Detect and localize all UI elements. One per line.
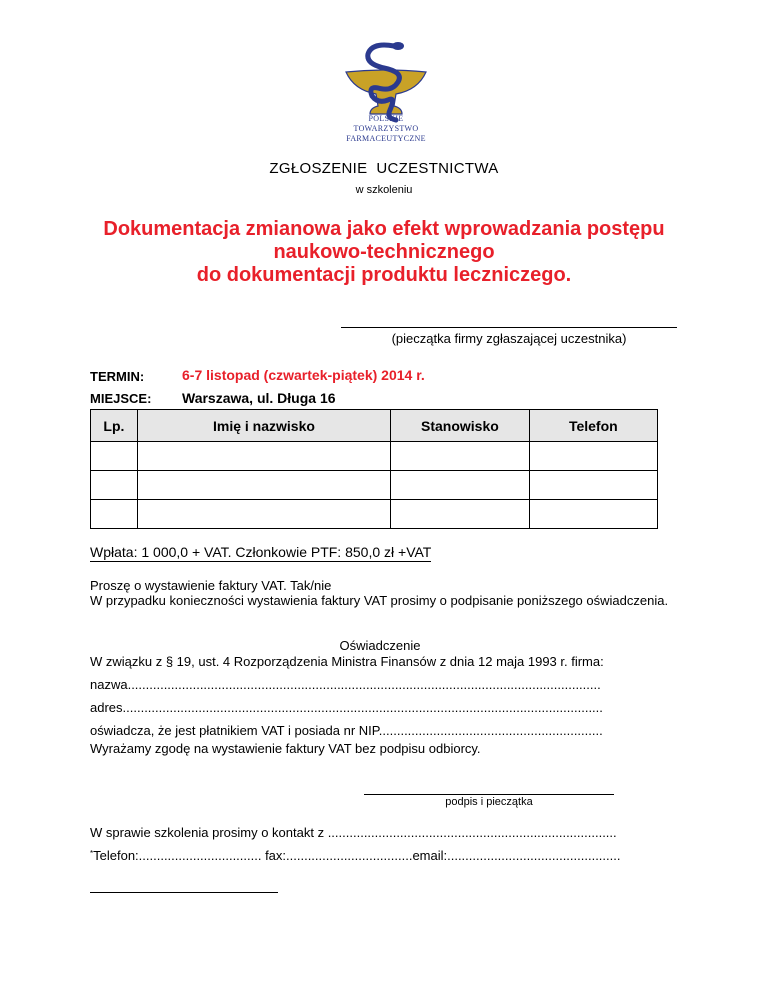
training-title-line-1: Dokumentacja zmianowa jako efekt wprowadzania postępu [103,218,665,240]
table-row [91,500,658,529]
ptf-logo [338,38,434,124]
training-title [0,218,768,287]
declaration-intro: W związku z § 19, ust. 4 Rozporządzenia Ministra Finansów z dnia 12 maja 1993 r. firma: [90,654,604,669]
contact-details-field[interactable] [90,848,620,863]
column-header-name: Imię i nazwisko [137,410,390,442]
stamp-label: (pieczątka firmy zgłaszającej uczestnika) [391,331,627,346]
termin-value: 6-7 listopad (czwartek-piątek) 2014 r. [182,367,425,383]
table-row [91,442,658,471]
table-cell[interactable] [391,471,529,500]
bowl-shape [346,70,426,114]
table-cell[interactable] [529,471,657,500]
form-subheading: w szkoleniu [355,184,413,196]
miejsce-value: Warszawa, ul. Długa 16 [182,390,336,406]
consent-text: Wyrażamy zgodę na wystawienie faktury VAT bez podpisu odbiorcy. [90,741,481,756]
signature-label: podpis i pieczątka [445,796,533,808]
table-cell[interactable] [137,442,390,471]
signature-line [364,794,614,795]
table-header-row [91,410,658,442]
training-title-line-3: do dokumentacji produktu leczniczego. [196,264,572,286]
stamp-signature-line [341,327,677,328]
table-cell[interactable] [137,471,390,500]
company-name-field[interactable]: nazwa................................................................................................................................... [90,677,601,692]
column-header-lp: Lp. [91,410,138,442]
invoice-note: W przypadku konieczności wystawienia faktury VAT prosimy o podpisanie poniższego oświadczenia. [90,593,669,608]
table-cell[interactable] [391,500,529,529]
form-heading: ZGŁOSZENIE UCZESTNICTWA [269,160,499,177]
table-cell[interactable] [529,442,657,471]
declaration-title: Oświadczenie [339,638,421,653]
logo-line-3: FARMACEUTYCZNE [346,134,426,143]
logo-line-2: TOWARZYSTWO [353,124,419,133]
contact-person-field[interactable]: W sprawie szkolenia prosimy o kontakt z ................................................................................ [90,825,617,840]
company-address-field[interactable]: adres..................................................................................................................................... [90,700,603,715]
table-cell[interactable] [91,471,138,500]
table-cell[interactable] [391,442,529,471]
serpent-head [392,42,404,50]
column-header-position: Stanowisko [391,410,529,442]
participants-table [90,409,658,529]
logo-line-1: POLSKIE [368,114,404,123]
training-title-line-2: naukowo-technicznego [273,241,495,263]
payment-info: Wpłata: 1 000,0 + VAT. Członkowie PTF: 850,0 zł +VAT [90,544,432,560]
table-cell[interactable] [137,500,390,529]
column-header-phone: Telefon [529,410,657,442]
termin-label: TERMIN: [90,369,145,384]
footnote-marker: * [90,849,94,858]
table-cell[interactable] [91,442,138,471]
table-row [91,471,658,500]
miejsce-label: MIEJSCE: [90,391,152,406]
invoice-request: Proszę o wystawienie faktury VAT. Tak/nie [90,578,332,593]
nip-field[interactable]: oświadcza, że jest płatnikiem VAT i posiada nr NIP.............................................................. [90,723,603,738]
table-cell[interactable] [91,500,138,529]
table-cell[interactable] [529,500,657,529]
contact-details-text: Telefon:.................................. fax:...................................email:................................................ [93,848,621,863]
logo-text [300,114,472,144]
footnote-separator [90,892,278,893]
